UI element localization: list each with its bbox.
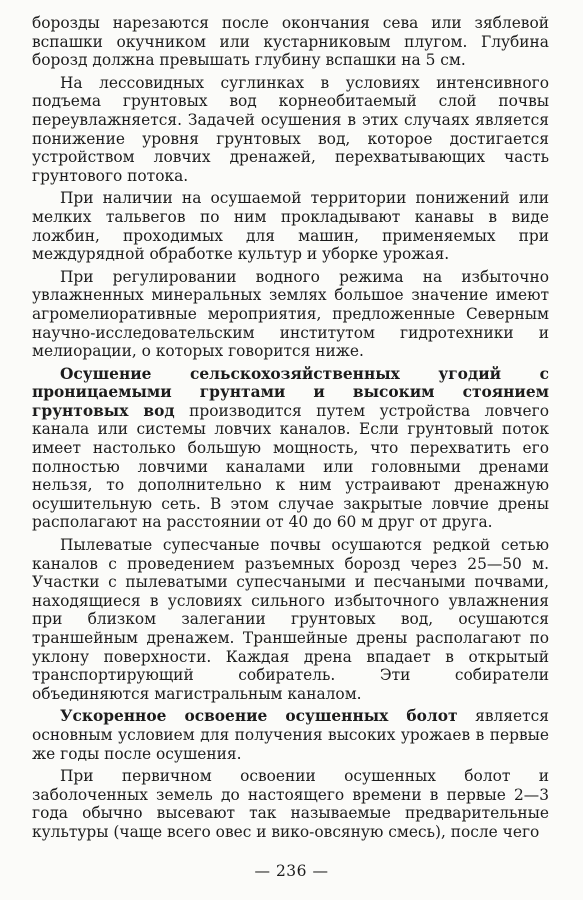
paragraph-8 — [32, 767, 549, 841]
paragraph-text: При регулировании водного режима на избыточно увлажненных минеральных землях большое значение имеют агромелиоративные мероприятия, предложенные Северным научно-исследовательским институтом гидротехники и мелиорации, о которых говорится ниже. — [32, 267, 549, 361]
paragraph-lead-bold: Ускоренное освоение осушенных болот — [60, 707, 458, 726]
body-text — [32, 14, 549, 842]
paragraph-text: производится путем устройства ловчего канала или системы ловчих каналов. Если грунтовый поток имеет настолько большую мощность, что перехватить его полностью ловчими каналами или головными дренами нельзя, то дополнительно к ним устраивают дренажную осушительную сеть. В этом случае закрытые ловчие дрены располагают на расстоянии от 40 до 60 м друг от друга. — [32, 401, 549, 532]
paragraph-5 — [32, 365, 549, 532]
paragraph-text: борозды нарезаются после окончания сева или зяблевой вспашки окучником или кустарниковым плугом. Глубина борозд должна превышать глубину вспашки на 5 см. — [32, 14, 549, 70]
paragraph-text: Пылеватые супесчаные почвы осушаются редкой сетью каналов с проведением разъемных борозд через 25—50 м. Участки с пылеватыми супесчаными и песчаными почвами, находящиеся в условиях сильного избыточного увлажнения при близком залегании грунтовых вод, осушаются траншейным дренажем. Траншейные дрены располагают по уклону поверхности. Каждая дрена впадает в открытый транспортирующий собиратель. Эти собиратели объединяются магистральным каналом. — [32, 536, 549, 703]
paragraph-2 — [32, 74, 549, 186]
paragraph-text: является основным условием для получения высоких урожаев в первые же годы после осушения. — [32, 707, 549, 763]
paragraph-1 — [32, 14, 549, 70]
paragraph-4 — [32, 268, 549, 361]
paragraph-7 — [32, 707, 549, 763]
paragraph-text: На лессовидных суглинках в условиях интенсивного подъема грунтовых вод корнеобитаемый слой почвы переувлажняется. Задачей осушения в этих случаях является понижение уровня грунтовых вод, которое достигается устройством ловчих дренажей, перехватывающих часть грунтового потока. — [32, 73, 549, 185]
paragraph-lead-bold: Осушение сельскохозяйственных угодий с проницаемыми грунтами и высоким стоянием грунтовых вод — [32, 364, 549, 420]
paragraph-3 — [32, 189, 549, 263]
page-number: — 236 — — [254, 862, 329, 880]
paragraph-text: При первичном освоении осушенных болот и заболоченных земель до настоящего времени в первые 2—3 года обычно высевают так называемые предварительные культуры (чаще всего овес и вико-овсяную смесь), после чего — [32, 767, 549, 841]
paragraph-text: При наличии на осушаемой территории понижений или мелких тальвегов по ним прокладывают канавы в виде ложбин, проходимых для машин, применяемых при междурядной обработке культур и уборке урожая. — [32, 189, 549, 264]
paragraph-6 — [32, 536, 549, 703]
